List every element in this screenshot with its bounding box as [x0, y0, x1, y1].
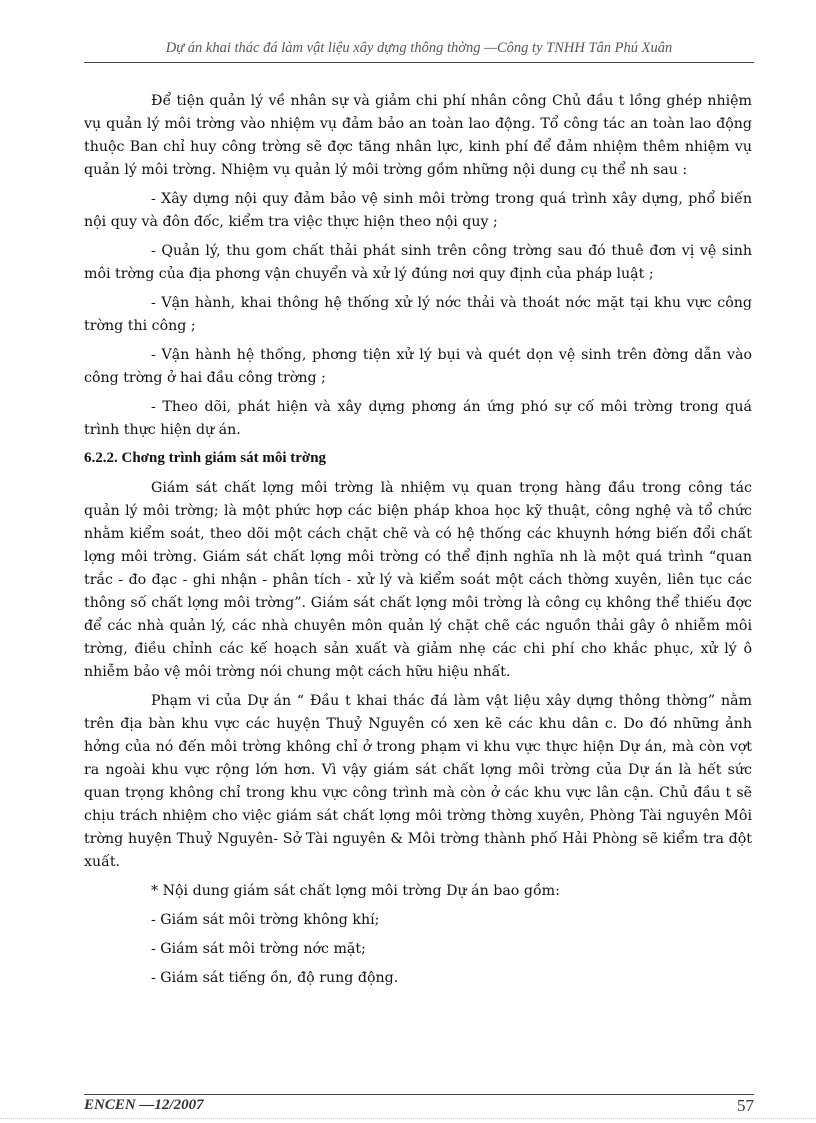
- task-item-2: - Quản lý, thu gom chất thải phát sinh trên công trờng sau đó thuê đơn vị vệ sinh môi trờng của địa phơng vận chuyển và xử lý đúng nơi quy định của pháp luật ;: [84, 243, 752, 282]
- monitoring-paragraph: Giám sát chất lợng môi trờng là nhiệm vụ quan trọng hàng đầu trong công tác quản lý môi trờng; là một phức hợp các biện pháp khoa học kỹ thuật, công nghệ và tổ chức nhằm kiểm soát, theo dõi một cách chặt chẽ và có hệ thống các khuynh hớng biến đổi chất lợng môi trờng. Giám sát chất lợng môi trờng có thể định nghĩa nh là một quá trình “quan trắc - đo đạc - ghi nhận - phân tích - xử lý và kiểm soát một cách thờng xuyên, liên tục các thông số chất lợng môi trờng”. Giám sát chất lợng môi trờng là công cụ không thể thiếu đợc để các nhà quản lý, các nhà chuyên môn quản lý chặt chẽ các nguồn thải gây ô nhiễm môi trờng, điều chỉnh các kế hoạch sản xuất và giảm nhẹ các chi phí cho khắc phục, xử lý ô nhiễm bảo vệ môi trờng nói chung một cách hữu hiệu nhất.: [84, 480, 752, 680]
- task-item-4: - Vận hành hệ thống, phơng tiện xử lý bụi và quét dọn vệ sinh trên đờng dẫn vào công trờng ở hai đầu công trờng ;: [84, 347, 752, 386]
- task-item-3: - Vận hành, khai thông hệ thống xử lý nớc thải và thoát nớc mặt tại khu vực công trờng thi công ;: [84, 295, 752, 334]
- intro-paragraph: Để tiện quản lý về nhân sự và giảm chi phí nhân công Chủ đầu t lồng ghép nhiệm vụ quản lý môi trờng vào nhiệm vụ đảm bảo an toàn lao động. Tổ công tác an toàn lao động thuộc Ban chỉ huy công trờng sẽ đợc tăng nhân lực, kinh phí để đảm nhiệm thêm nhiệm vụ quản lý môi trờng. Nhiệm vụ quản lý môi trờng gồm những nội dung cụ thể nh sau :: [84, 93, 752, 178]
- page-header: Dự án khai thác đá làm vật liệu xây dựng thông thờng —Công ty TNHH Tân Phú Xuân: [165, 40, 673, 56]
- content-list-item-3: - Giám sát tiếng ồn, độ rung động.: [151, 970, 399, 986]
- section-heading: 6.2.2. Chơng trình giám sát môi trờng: [84, 450, 327, 466]
- bottom-dotted-line: [0, 1118, 816, 1119]
- scope-paragraph: Phạm vi của Dự án “ Đầu t khai thác đá làm vật liệu xây dựng thông thờng” nằm trên địa bàn khu vực các huyện Thuỷ Nguyên có xen kẽ các khu dân c. Do đó những ảnh hởng của nó đến môi trờng không chỉ ở trong phạm vi khu vực thực hiện Dự án, mà còn vợt ra ngoài khu vực rộng lớn hơn. Vì vậy giám sát chất lợng môi trờng của Dự án là hết sức quan trọng không chỉ trong khu vực công trình mà còn ở các khu vực lân cận. Chủ đầu t sẽ chịu trách nhiệm cho việc giám sát chất lợng môi trờng thờng xuyên, Phòng Tài nguyên Môi trờng huyện Thuỷ Nguyên- Sở Tài nguyên & Môi trờng thành phố Hải Phòng sẽ kiểm tra đột xuất.: [84, 693, 752, 870]
- content-list-item-1: - Giám sát môi trờng không khí;: [151, 912, 380, 928]
- footer-divider: [84, 1094, 754, 1095]
- task-item-5: - Theo dõi, phát hiện và xây dựng phơng án ứng phó sự cố môi trờng trong quá trình thực hiện dự án.: [84, 399, 752, 438]
- content-list-title: * Nội dung giám sát chất lợng môi trờng Dự án bao gồm:: [151, 883, 560, 899]
- page-body: [84, 90, 752, 990]
- footer-label: ENCEN —12/2007: [84, 1097, 204, 1113]
- header-divider: [84, 62, 754, 63]
- content-list-item-2: - Giám sát môi trờng nớc mặt;: [151, 941, 366, 957]
- task-item-1: - Xây dựng nội quy đảm bảo vệ sinh môi trờng trong quá trình xây dựng, phổ biến nội quy và đôn đốc, kiểm tra việc thực hiện theo nội quy ;: [84, 191, 752, 230]
- page-number: 57: [737, 1096, 754, 1115]
